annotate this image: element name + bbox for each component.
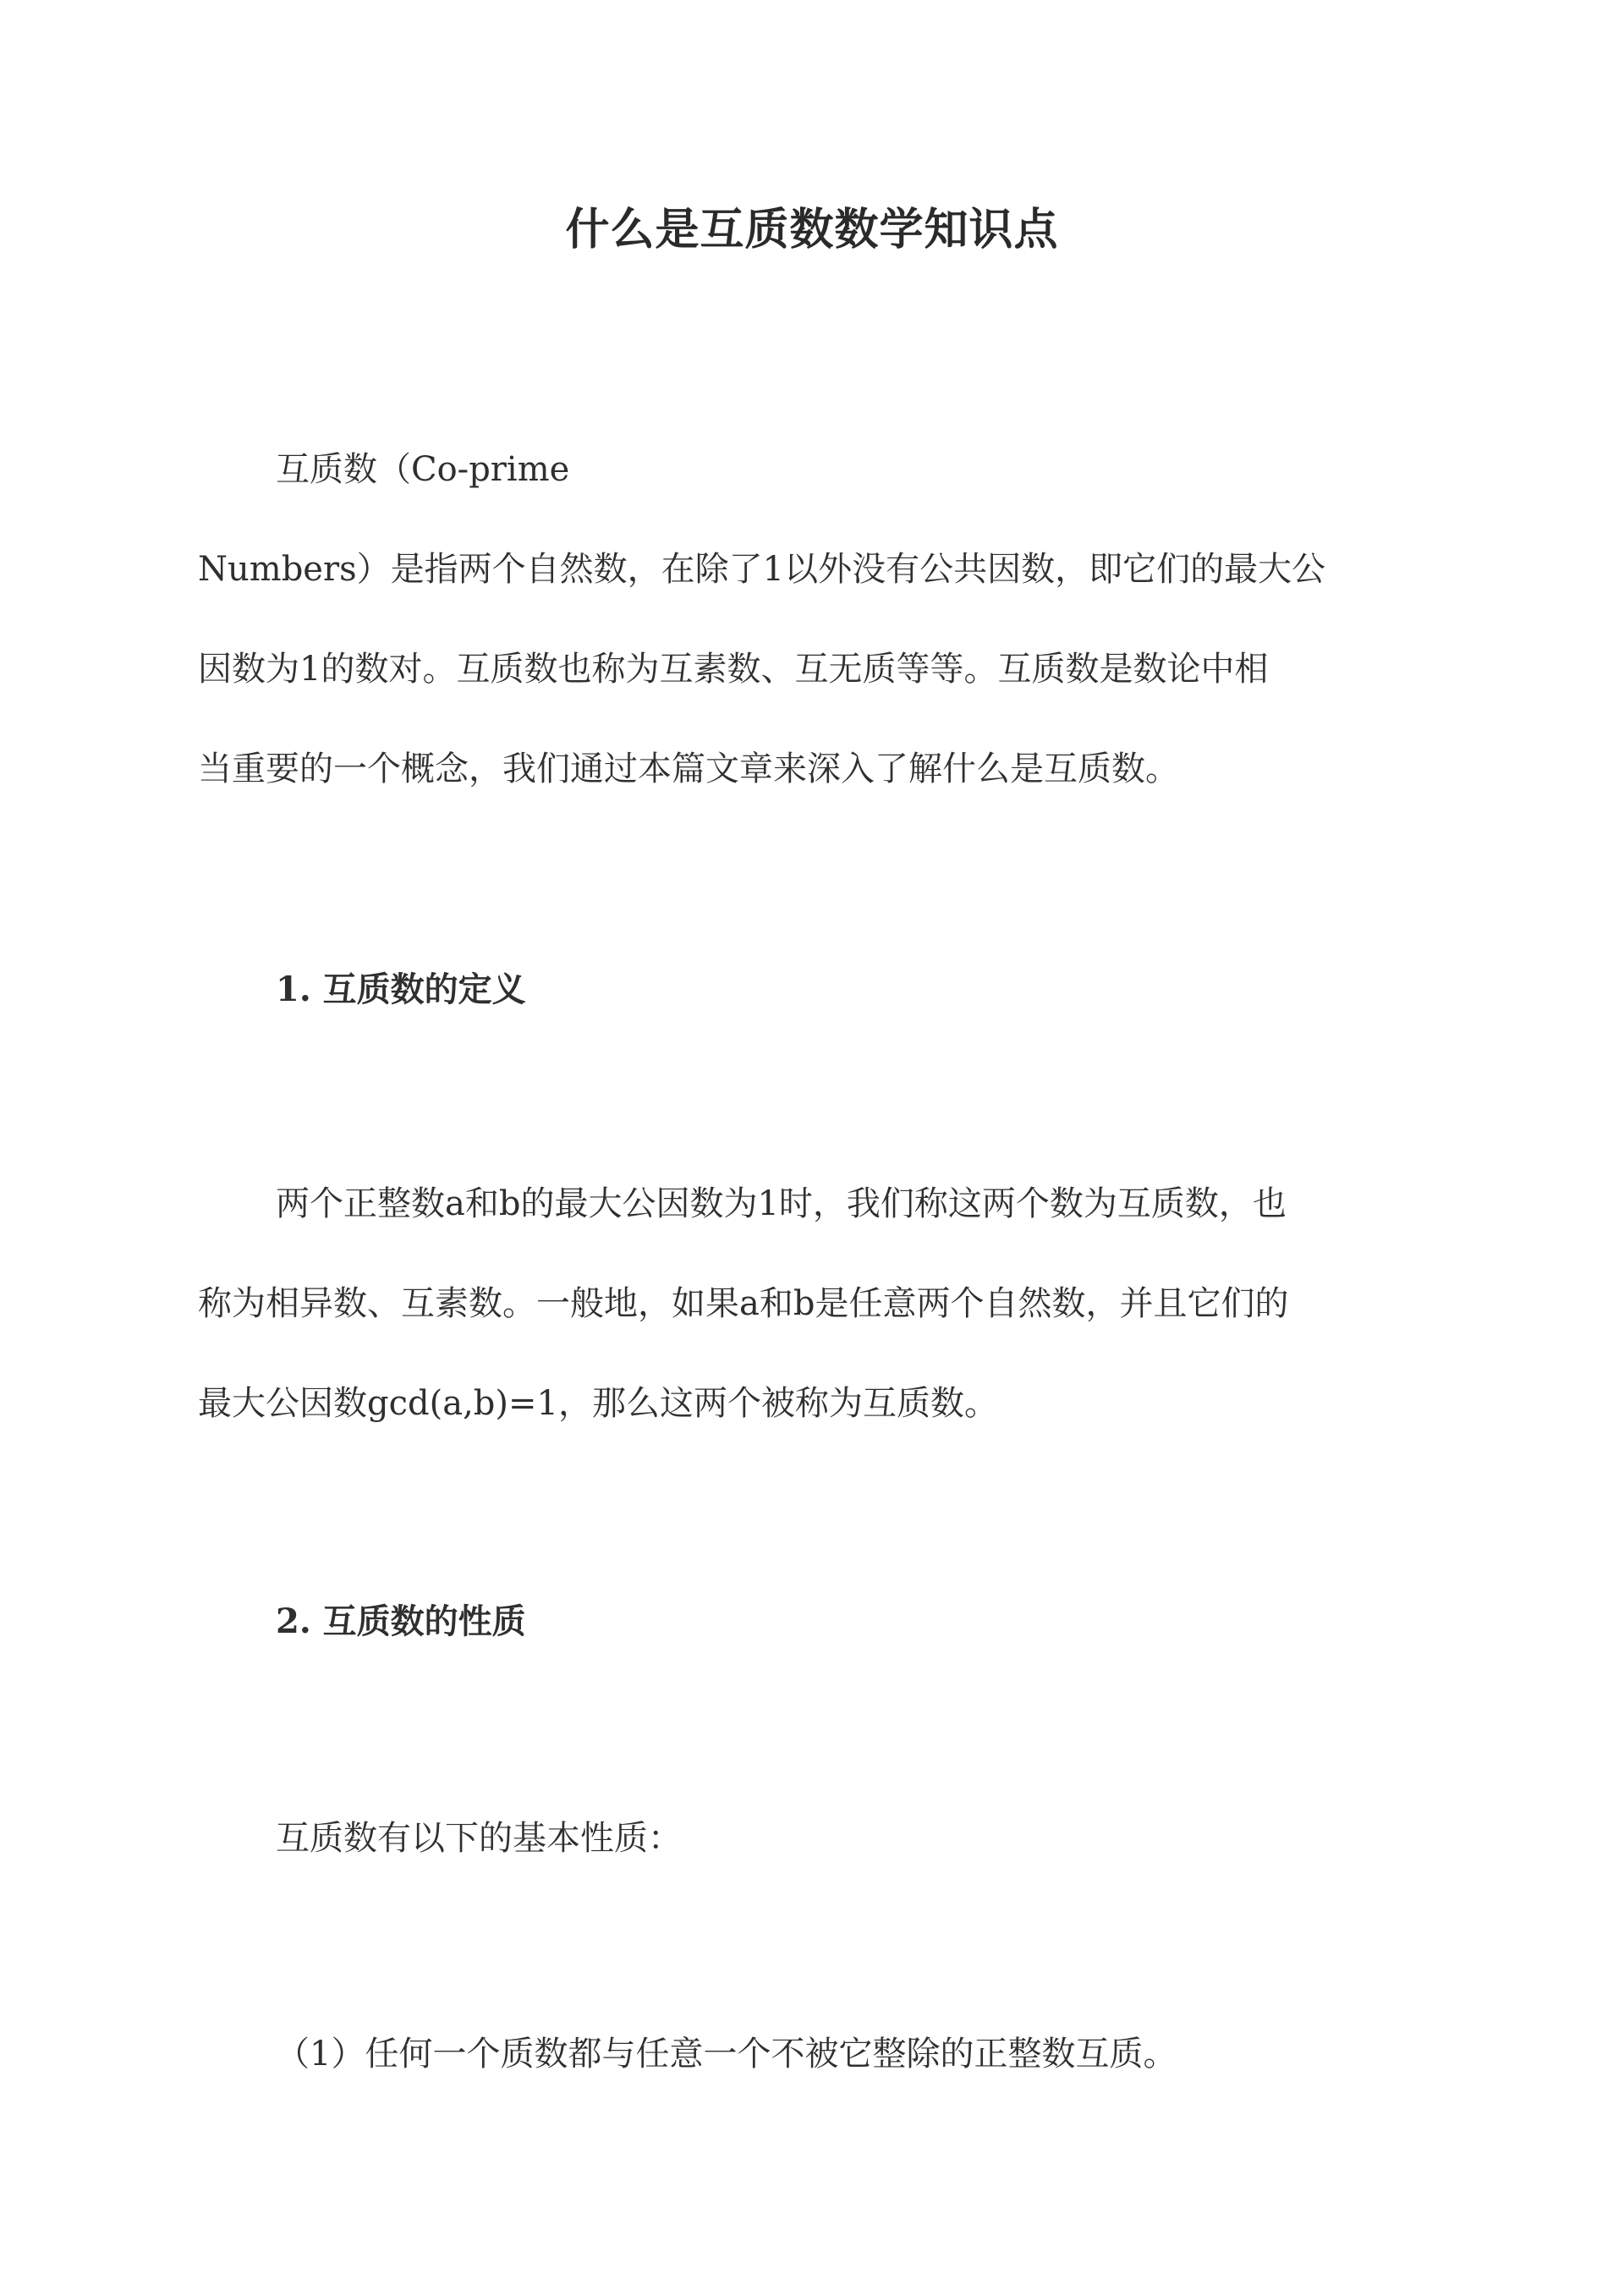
intro-line-4: 当重要的一个概念，我们通过本篇文章来深入了解什么是互质数。 [198,750,1179,788]
definition-line-1: 两个正整数a和b的最大公因数为1时，我们称这两个数为互质数，也 [276,1184,1287,1223]
document-title: 什么是互质数数学知识点 [565,204,1059,255]
intro-line-1: 互质数（Co-prime [276,450,570,489]
definition-line-2: 称为相异数、互素数。一般地，如果a和b是任意两个自然数，并且它们的 [198,1284,1289,1323]
definition-paragraph [198,1154,1433,1453]
definition-line-3: 最大公因数gcd(a,b)=1，那么这两个被称为互质数。 [198,1384,998,1423]
properties-intro: 互质数有以下的基本性质： [276,1819,682,1858]
intro-line-2: Numbers）是指两个自然数，在除了1以外没有公共因数，即它们的最大公 [198,550,1326,589]
section-1-heading: 1. 互质数的定义 [276,969,526,1009]
intro-line-3: 因数为1的数对。互质数也称为互素数、互无质等等。互质数是数论中相 [198,650,1269,689]
property-item-1: （1）任何一个质数都与任意一个不被它整除的正整数互质。 [276,2035,1177,2074]
section-2-heading: 2. 互质数的性质 [276,1601,526,1641]
intro-paragraph [198,420,1433,819]
